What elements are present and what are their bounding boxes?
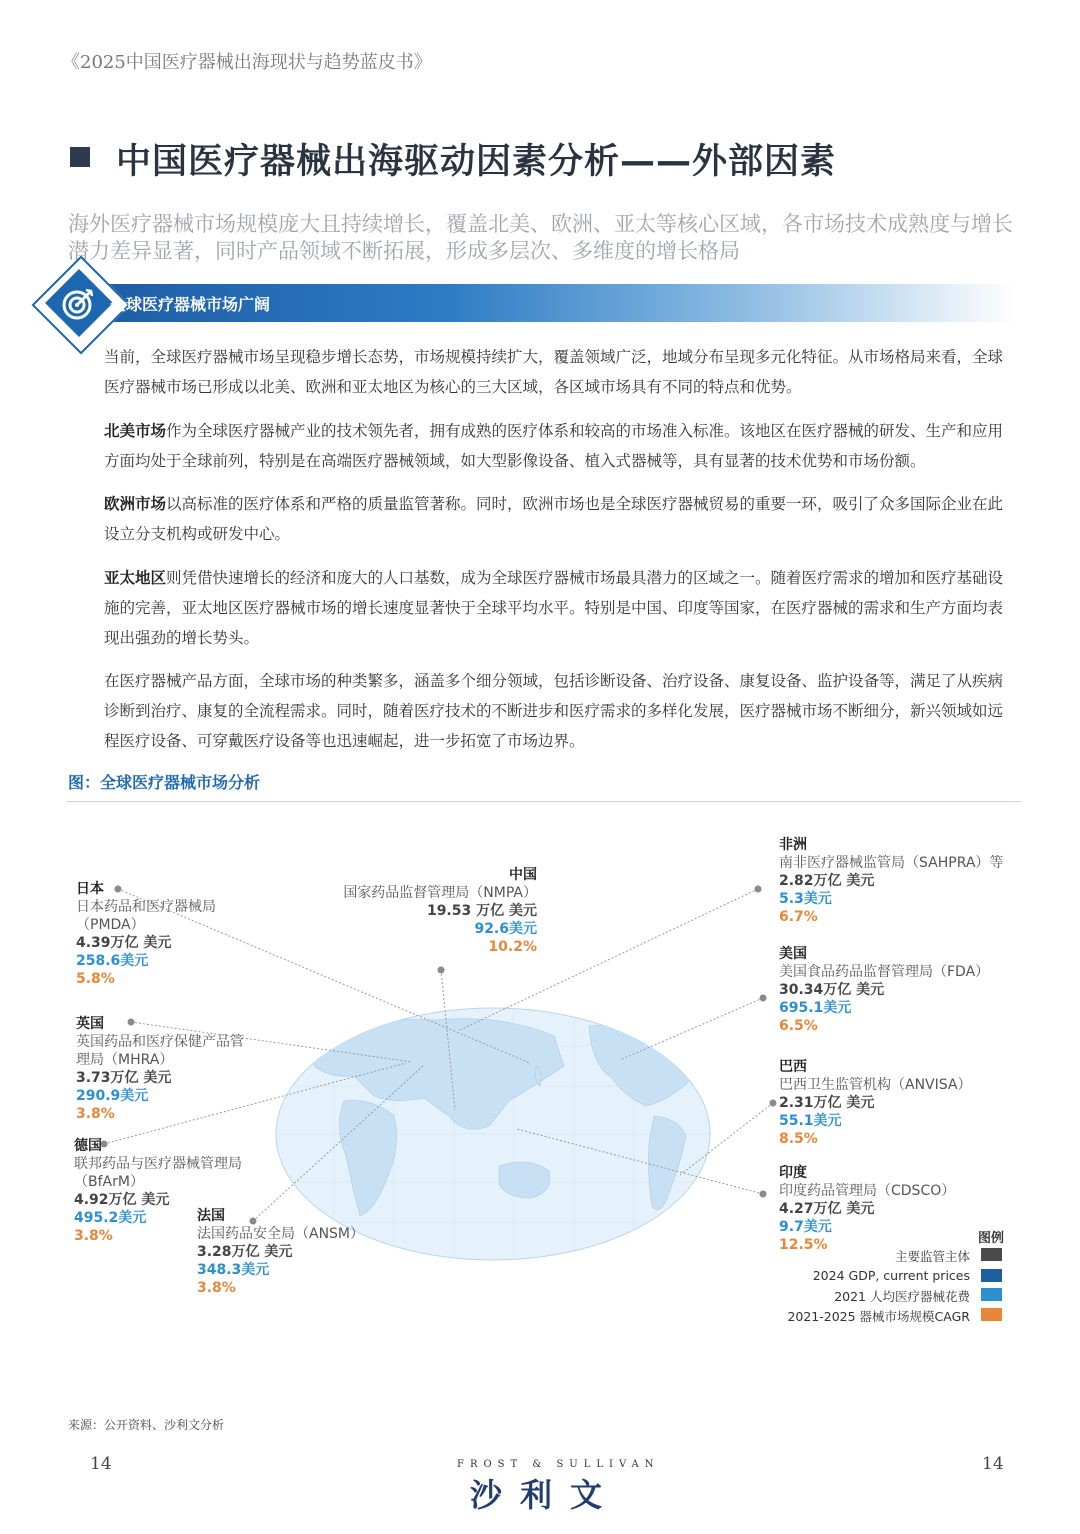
market-name: 德国 — [74, 1138, 102, 1154]
legend-swatch — [981, 1248, 1002, 1261]
legend-swatch — [981, 1288, 1002, 1301]
legend-item-cagr: 2021-2025 器械市场规模CAGR — [787, 1309, 970, 1324]
legend-item-regulator: 主要监管主体 — [894, 1249, 970, 1264]
per-capita-spend: 348.3美元 — [197, 1262, 270, 1278]
legend-item-gdp: 2024 GDP, current prices — [812, 1268, 970, 1283]
per-capita-spend: 55.1美元 — [779, 1113, 842, 1129]
paragraph-north-america: 北美市场作为全球医疗器械产业的技术领先者，拥有成熟的医疗体系和较高的市场准入标准。该地区在医疗器械的研发、生产和应用方面均处于全球前列，特别是在高端医疗器械领域，如大型影像设备、植入式器械等，具有显著的技术优势和市场份额。 — [104, 422, 1004, 470]
brand-logo-en: FROST & SULLIVAN — [457, 1459, 660, 1470]
document-header: 《2025中国医疗器械出海现状与趋势蓝皮书》 — [62, 52, 432, 73]
cagr-value: 8.5% — [779, 1131, 818, 1147]
section-label: 全球医疗器械市场广阔 — [110, 295, 271, 314]
market-name: 巴西 — [779, 1059, 807, 1075]
legend-title: 图例 — [978, 1231, 1005, 1246]
per-capita-spend: 5.3美元 — [779, 891, 832, 907]
regulator: 国家药品监督管理局（NMPA） — [343, 885, 537, 901]
paragraph-lead: 北美市场 — [104, 422, 167, 440]
per-capita-spend: 695.1美元 — [779, 1000, 852, 1016]
per-capita-spend: 258.6美元 — [76, 953, 149, 969]
callout-uk — [76, 1015, 251, 1123]
cagr-value: 3.8% — [74, 1228, 113, 1244]
cagr-value: 6.5% — [779, 1018, 818, 1034]
cagr-value: 6.7% — [779, 909, 818, 925]
regulator: 英国药品和医疗保健产品管理局（MHRA） — [76, 1034, 244, 1068]
gdp-value: 2.31万亿 美元 — [779, 1095, 875, 1111]
regulator: 巴西卫生监管机构（ANVISA） — [779, 1077, 972, 1093]
source-note: 来源：公开资料、沙利文分析 — [68, 1418, 225, 1432]
per-capita-spend: 290.9美元 — [76, 1088, 149, 1104]
gdp-value: 2.82万亿 美元 — [779, 873, 875, 889]
paragraph-products: 在医疗器械产品方面，全球市场的种类繁多，涵盖多个细分领域，包括诊断设备、治疗设备、康复设备、监护设备等，满足了从疾病诊断到治疗、康复的全流程需求。同时，随着医疗技术的不断进步和医疗需求的多样化发展，医疗器械市场不断细分，新兴领域如远程医疗设备、可穿戴医疗设备等也迅速崛起，进一步拓宽了市场边界。 — [104, 672, 1004, 750]
callout-india — [779, 1164, 979, 1254]
cagr-value: 3.8% — [76, 1106, 115, 1122]
gdp-value: 30.34万亿 美元 — [779, 982, 885, 998]
market-name: 印度 — [779, 1165, 807, 1181]
regulator: 日本药品和医疗器械局（PMDA） — [76, 899, 216, 933]
paragraph-asia-pacific: 亚太地区则凭借快速增长的经济和庞大的人口基数，成为全球医疗器械市场最具潜力的区域之一。随着医疗需求的增加和医疗基础设施的完善，亚太地区医疗器械市场的增长速度显著快于全球平均水平。特别是中国、印度等国家，在医疗器械的需求和生产方面均表现出强劲的增长势头。 — [104, 569, 1004, 647]
gdp-value: 3.73万亿 美元 — [76, 1070, 172, 1086]
per-capita-spend: 9.7美元 — [779, 1219, 832, 1235]
gdp-value: 3.28万亿 美元 — [197, 1244, 293, 1260]
legend-swatch — [981, 1308, 1002, 1321]
regulator: 联邦药品与医疗器械管理局（BfArM） — [74, 1156, 242, 1190]
gdp-value: 4.27万亿 美元 — [779, 1201, 875, 1217]
callout-china — [327, 866, 537, 956]
page-subtitle: 海外医疗器械市场规模庞大且持续增长，覆盖北美、欧洲、亚太等核心区域，各市场技术成熟度与增长潜力差异显著，同时产品领域不断拓展，形成多层次、多维度的增长格局 — [68, 212, 1013, 263]
market-name: 英国 — [76, 1016, 104, 1032]
callout-france — [197, 1207, 397, 1297]
cagr-value: 3.8% — [197, 1280, 236, 1296]
legend-swatch — [981, 1269, 1002, 1282]
market-name: 中国 — [509, 867, 537, 883]
paragraph-lead: 亚太地区 — [104, 569, 167, 587]
regulator: 美国食品药品监督管理局（FDA） — [779, 964, 990, 980]
per-capita-spend: 92.6美元 — [474, 921, 537, 937]
cagr-value: 5.8% — [76, 971, 115, 987]
gdp-value: 4.39万亿 美元 — [76, 935, 172, 951]
callout-brazil — [779, 1058, 1039, 1148]
cagr-value: 10.2% — [488, 939, 537, 955]
brand-logo-cn: 沙利文 — [470, 1476, 621, 1514]
paragraph-lead: 欧洲市场 — [104, 495, 167, 513]
gdp-value: 19.53 万亿 美元 — [426, 903, 537, 919]
page-number-left: 14 — [90, 1454, 112, 1474]
paragraph-intro: 当前，全球医疗器械市场呈现稳步增长态势，市场规模持续扩大，覆盖领域广泛，地域分布呈现多元化特征。从市场格局来看，全球医疗器械市场已形成以北美、欧洲和亚太地区为核心的三大区域，各区域市场具有不同的特点和优势。 — [104, 348, 1004, 396]
page-title: 中国医疗器械出海驱动因素分析——外部因素 — [116, 142, 837, 182]
paragraph-europe: 欧洲市场以高标准的医疗体系和严格的质量监管著称。同时，欧洲市场也是全球医疗器械贸易的重要一环，吸引了众多国际企业在此设立分支机构或研发中心。 — [104, 495, 1004, 543]
market-name: 日本 — [76, 881, 104, 897]
regulator: 法国药品安全局（ANSM） — [197, 1226, 365, 1242]
market-name: 法国 — [197, 1208, 225, 1224]
regulator: 南非医疗器械监管局（SAHPRA）等 — [779, 855, 1004, 871]
market-name: 美国 — [779, 946, 807, 962]
figure-title: 图：全球医疗器械市场分析 — [68, 773, 261, 792]
callout-africa — [779, 836, 1039, 926]
market-name: 非洲 — [779, 837, 807, 853]
cagr-value: 12.5% — [779, 1237, 828, 1253]
callout-japan — [76, 880, 276, 988]
callout-usa — [779, 945, 1039, 1035]
page-number-right: 14 — [982, 1454, 1004, 1474]
per-capita-spend: 495.2美元 — [74, 1210, 147, 1226]
regulator: 印度药品管理局（CDSCO） — [779, 1183, 956, 1199]
legend-item-per-capita: 2021 人均医疗器械花费 — [834, 1289, 970, 1304]
gdp-value: 4.92万亿 美元 — [74, 1192, 170, 1208]
